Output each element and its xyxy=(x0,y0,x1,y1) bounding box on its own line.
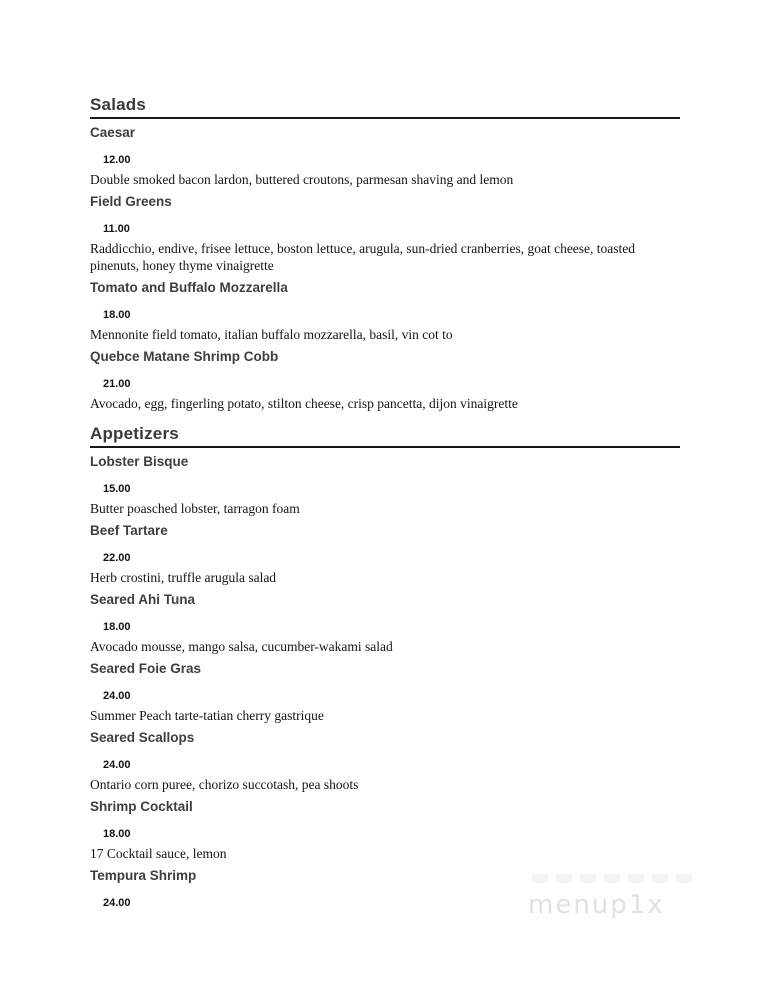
menu-item-field-greens xyxy=(90,194,680,274)
item-description: Avocado mousse, mango salsa, cucumber-wakami salad xyxy=(90,639,393,654)
menu-item-seared-foie-gras xyxy=(90,661,680,724)
item-price: 24.00 xyxy=(103,759,131,771)
item-name: Lobster Bisque xyxy=(90,454,189,469)
menupix-watermark xyxy=(528,874,698,919)
item-price: 24.00 xyxy=(103,897,131,909)
item-name: Caesar xyxy=(90,125,136,140)
section-title-salads: Salads xyxy=(90,94,680,119)
item-description: Herb crostini, truffle arugula salad xyxy=(90,570,277,585)
menu-item-lobster-bisque xyxy=(90,454,680,517)
watermark-tagline-blur xyxy=(532,874,692,883)
item-name: Quebce Matane Shrimp Cobb xyxy=(90,349,279,364)
item-name: Beef Tartare xyxy=(90,523,168,538)
item-price: 18.00 xyxy=(103,621,131,633)
item-price: 24.00 xyxy=(103,690,131,702)
menu-item-beef-tartare xyxy=(90,523,680,586)
menu-item-tomato-buffalo-mozzarella xyxy=(90,280,680,343)
menupix-logo: menup1x xyxy=(528,890,665,920)
section-title-appetizers: Appetizers xyxy=(90,423,680,448)
item-price: 21.00 xyxy=(103,378,131,390)
item-description: Mennonite field tomato, italian buffalo mozzarella, basil, vin cot to xyxy=(90,327,453,342)
item-price: 22.00 xyxy=(103,552,131,564)
item-name: Seared Foie Gras xyxy=(90,661,202,676)
menu-item-quebce-matane-shrimp-cobb xyxy=(90,349,680,412)
item-price: 18.00 xyxy=(103,309,131,321)
item-description: Double smoked bacon lardon, buttered croutons, parmesan shaving and lemon xyxy=(90,172,514,187)
item-price: 12.00 xyxy=(103,154,131,166)
item-name: Seared Ahi Tuna xyxy=(90,592,196,607)
item-description: Summer Peach tarte-tatian cherry gastrique xyxy=(90,708,324,723)
item-name: Tempura Shrimp xyxy=(90,868,197,883)
menu-item-seared-scallops xyxy=(90,730,680,793)
item-description: Raddicchio, endive, frisee lettuce, boston lettuce, arugula, sun-dried cranberries, goat cheese, toasted pinenuts, honey thyme vinaigrette xyxy=(90,241,636,273)
item-name: Shrimp Cocktail xyxy=(90,799,193,814)
item-description: Avocado, egg, fingerling potato, stilton cheese, crisp pancetta, dijon vinaigrette xyxy=(90,396,518,411)
menu-item-shrimp-cocktail xyxy=(90,799,680,862)
menu-item-seared-ahi-tuna xyxy=(90,592,680,655)
item-price: 11.00 xyxy=(103,223,130,235)
item-name: Field Greens xyxy=(90,194,172,209)
item-description: 17 Cocktail sauce, lemon xyxy=(90,846,227,861)
item-name: Seared Scallops xyxy=(90,730,195,745)
item-price: 15.00 xyxy=(103,483,131,495)
item-name: Tomato and Buffalo Mozzarella xyxy=(90,280,288,295)
item-description: Ontario corn puree, chorizo succotash, pea shoots xyxy=(90,777,359,792)
item-description: Butter poasched lobster, tarragon foam xyxy=(90,501,300,516)
item-price: 18.00 xyxy=(103,828,131,840)
menu-section-salads xyxy=(90,94,680,412)
menu-item-caesar xyxy=(90,125,680,188)
menu-section-appetizers xyxy=(90,423,680,910)
